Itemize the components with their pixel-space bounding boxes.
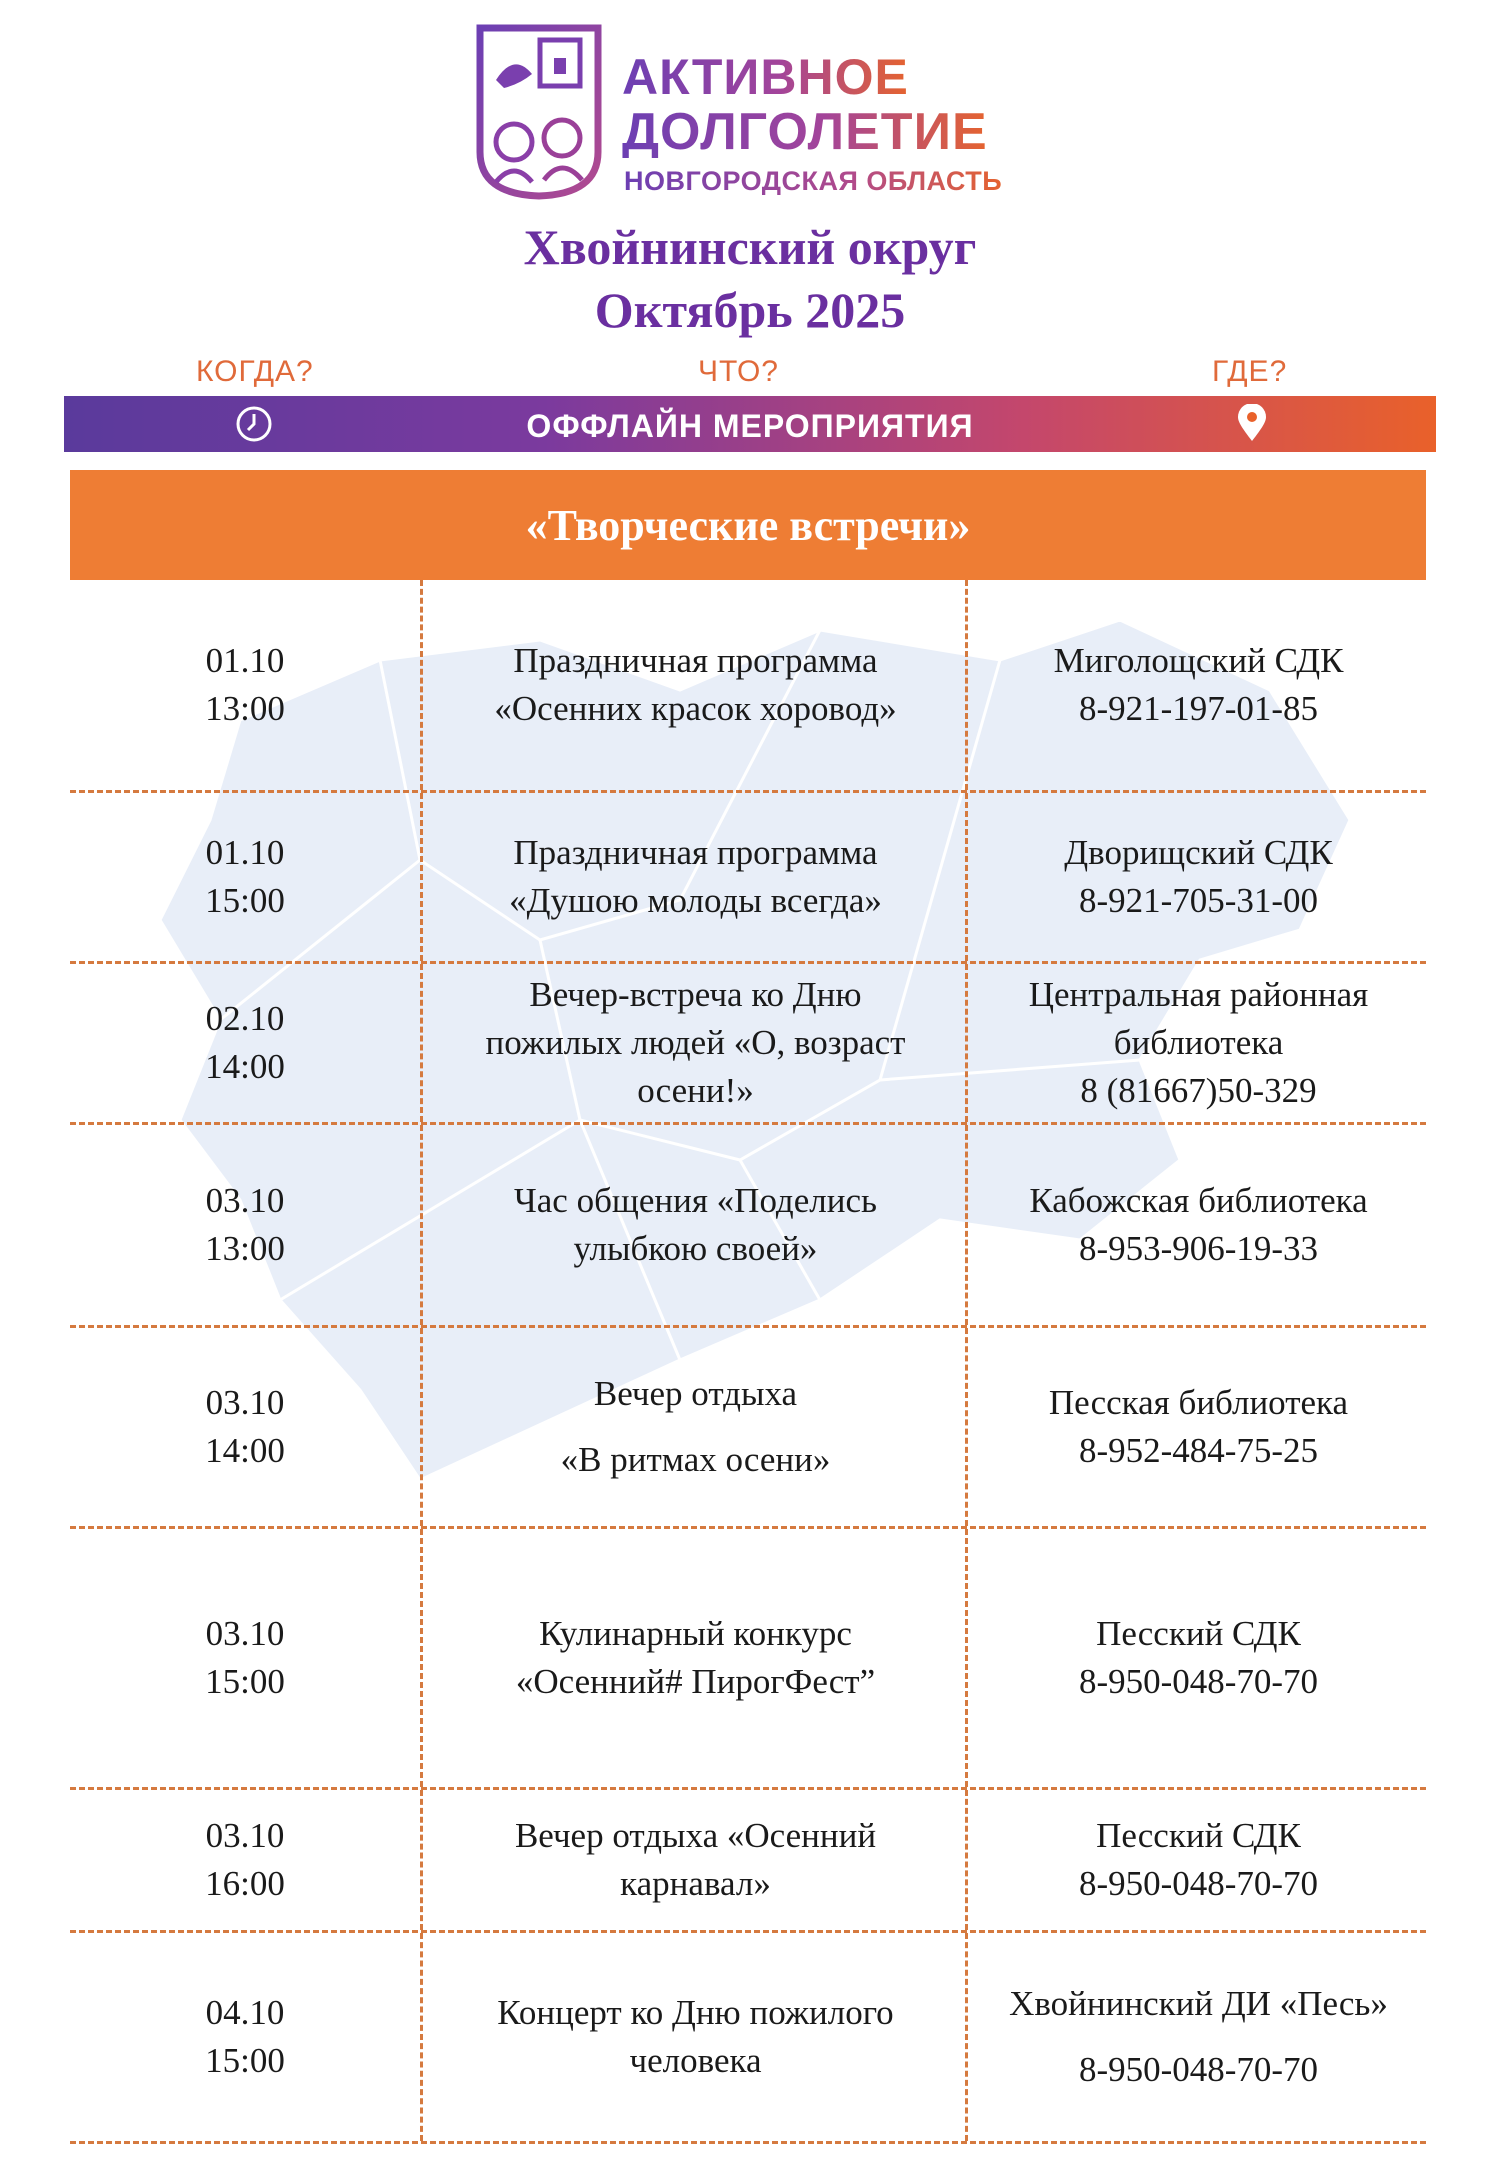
cell-when [70, 1790, 420, 1930]
cell-where [965, 1529, 1429, 1787]
cell-where [965, 1933, 1429, 2141]
event-title-line: пожилых людей «О, возраст [485, 1022, 906, 1062]
event-time: 16:00 [205, 1864, 285, 1903]
event-place: Песский СДК [1096, 1613, 1301, 1653]
logo-emblem-icon [474, 22, 604, 200]
logo-text-line2: ДОЛГОЛЕТИЕ [622, 103, 988, 161]
event-phone: 8-953-906-19-33 [1078, 1229, 1319, 1268]
event-title-line: человека [629, 2041, 762, 2080]
event-time: 14:00 [205, 1047, 285, 1086]
event-date: 01.10 [205, 832, 285, 872]
cell-when [70, 793, 420, 961]
cell-what [420, 1790, 968, 1930]
event-date: 03.10 [205, 1613, 285, 1653]
band-title: ОФФЛАЙН МЕРОПРИЯТИЯ [526, 408, 974, 444]
event-time: 13:00 [205, 1229, 285, 1268]
cell-what [420, 1933, 968, 2141]
event-title-line: «Осенний# ПирогФест” [515, 1662, 876, 1701]
event-date: 02.10 [205, 998, 285, 1038]
event-place: Дворищский СДК [1064, 832, 1333, 872]
location-pin-icon [1232, 404, 1272, 444]
logo-text-line3: НОВГОРОДСКАЯ ОБЛАСТЬ [624, 166, 1003, 196]
event-title-line: осени!» [637, 1071, 754, 1111]
event-time: 15:00 [205, 881, 285, 920]
cell-when [70, 1529, 420, 1787]
event-date: 03.10 [205, 1180, 285, 1220]
event-title-line: карнавал» [620, 1864, 771, 1903]
event-title-line: «Осенних красок хоровод» [494, 689, 897, 728]
event-place: Кабожская библиотека [1029, 1180, 1368, 1220]
table-row [70, 964, 1426, 1125]
event-title-line: Вечер отдыха «Осенний [514, 1815, 877, 1855]
page-title-district: Хвойнинский округ [523, 219, 977, 275]
event-phone: 8-950-048-70-70 [1078, 1864, 1319, 1903]
cell-what [420, 1328, 968, 1526]
logo [474, 22, 1034, 202]
table-row [70, 1328, 1426, 1529]
event-phone: 8 (81667)50-329 [1080, 1071, 1317, 1111]
event-time: 15:00 [205, 2041, 285, 2080]
cell-what [420, 1125, 968, 1325]
event-place: Миголощский СДК [1053, 640, 1344, 680]
page-title-month: Октябрь 2025 [594, 282, 906, 338]
offline-events-band [64, 396, 1436, 452]
cell-where [965, 1328, 1429, 1526]
event-date: 03.10 [205, 1382, 285, 1422]
cell-where [965, 964, 1429, 1122]
label-what: ЧТО? [698, 355, 779, 388]
event-place: Центральная районная [1028, 974, 1369, 1014]
event-title-line: Вечер отдыха [593, 1373, 798, 1413]
event-place: Песская библиотека [1048, 1382, 1349, 1422]
cell-where [965, 1790, 1429, 1930]
event-title-line: «В ритмах осени» [560, 1440, 831, 1479]
cell-when [70, 964, 420, 1122]
event-place: Хвойнинский ДИ «Песь» [1009, 1983, 1388, 2023]
event-title-line: улыбкою своей» [573, 1229, 818, 1268]
event-title-line: Праздничная программа [513, 832, 878, 872]
event-phone: 8-950-048-70-70 [1078, 2050, 1319, 2089]
table-row [70, 1125, 1426, 1328]
cell-where [965, 1125, 1429, 1325]
event-title-line: Кулинарный конкурс [539, 1613, 852, 1653]
table-row [70, 580, 1426, 793]
table-row [70, 1790, 1426, 1933]
event-title-line: Час общения «Поделись [514, 1180, 877, 1220]
cell-when [70, 580, 420, 790]
cell-what [420, 793, 968, 961]
event-phone: 8-921-705-31-00 [1078, 881, 1319, 920]
event-phone: 8-952-484-75-25 [1078, 1431, 1319, 1470]
event-title-line: «Душою молоды всегда» [509, 881, 882, 920]
cell-what [420, 1529, 968, 1787]
event-title-line: Праздничная программа [513, 640, 878, 680]
event-place: Песский СДК [1096, 1815, 1301, 1855]
event-title-line: Концерт ко Дню пожилого [497, 1992, 894, 2032]
event-time: 15:00 [205, 1662, 285, 1701]
event-date: 03.10 [205, 1815, 285, 1855]
cell-where [965, 793, 1429, 961]
event-title-line: Вечер-встреча ко Дню [529, 974, 862, 1014]
cell-what [420, 964, 968, 1122]
cell-when [70, 1328, 420, 1526]
event-phone: 8-950-048-70-70 [1078, 1662, 1319, 1701]
cell-when [70, 1125, 420, 1325]
event-place: библиотека [1113, 1022, 1284, 1062]
cell-where [965, 580, 1429, 790]
label-where: ГДЕ? [1212, 355, 1288, 388]
cell-what [420, 580, 968, 790]
logo-text-line1: АКТИВНОЕ [622, 49, 909, 105]
section-title: «Творческие встречи» [70, 470, 1426, 580]
table-row [70, 1529, 1426, 1790]
event-date: 01.10 [205, 640, 285, 680]
cell-when [70, 1933, 420, 2141]
table-row [70, 793, 1426, 964]
event-date: 04.10 [205, 1992, 285, 2032]
label-when: КОГДА? [196, 355, 314, 388]
event-time: 14:00 [205, 1431, 285, 1470]
table-row [70, 1933, 1426, 2144]
event-time: 13:00 [205, 689, 285, 728]
event-phone: 8-921-197-01-85 [1078, 689, 1319, 728]
